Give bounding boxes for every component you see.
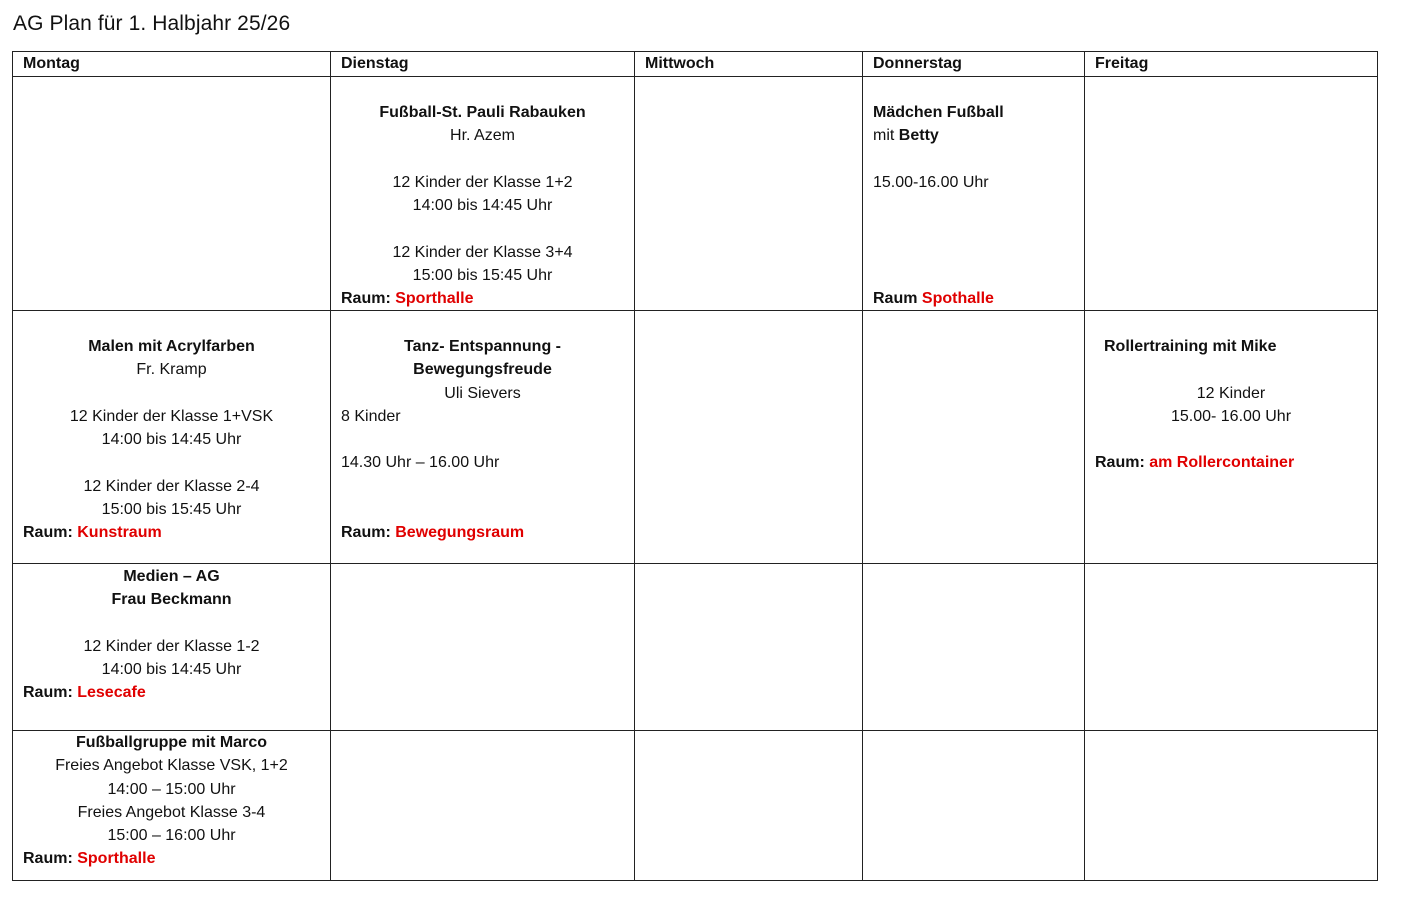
room-name: Bewegungsraum (395, 524, 525, 542)
cell-donnerstag-r1 (863, 77, 1085, 311)
room-name: Kunstraum (77, 524, 162, 542)
cell-dienstag-r3 (331, 564, 635, 731)
ag-time: 14:00 bis 14:45 Uhr (412, 197, 553, 215)
ag-time: 15:00 bis 15:45 Uhr (101, 501, 242, 519)
room-label: Raum: (341, 524, 391, 542)
with-text: mit (873, 127, 895, 145)
ag-leader: Hr. Azem (450, 127, 515, 145)
ag-title: Tanz- Entspannung - (403, 338, 561, 355)
ag-title: Malen mit Acrylfarben (88, 338, 255, 355)
ag-title: Fußballgruppe mit Marco (75, 734, 268, 751)
ag-offer: Freies Angebot Klasse 3-4 (77, 803, 266, 821)
page-title: AG Plan für 1. Halbjahr 25/26 (13, 12, 291, 35)
cell-dienstag-r4 (331, 731, 635, 881)
room-label: Raum: (341, 289, 391, 307)
cell-mittwoch-r3 (635, 564, 863, 731)
room-name: Lesecafe (77, 684, 146, 702)
ag-group: 12 Kinder der Klasse 3+4 (392, 243, 573, 261)
ag-leader: Betty (898, 127, 939, 145)
ag-kids: 8 Kinder (341, 407, 401, 425)
room-name: am Rollercontainer (1149, 454, 1295, 472)
ag-time: 15.00-16.00 Uhr (873, 173, 989, 191)
ag-time: 15:00 – 16:00 Uhr (107, 827, 236, 845)
header-row (13, 52, 1378, 77)
ag-leader: Uli Sievers (444, 384, 521, 402)
table-row (13, 731, 1378, 881)
header-dienstag: Dienstag (331, 52, 635, 77)
ag-group: 12 Kinder der Klasse 1+2 (392, 173, 573, 191)
cell-dienstag-r1 (331, 77, 635, 311)
ag-title: Fußball-St. Pauli Rabauken (379, 104, 586, 121)
cell-mittwoch-r2 (635, 311, 863, 564)
room-name: Sporthalle (77, 850, 156, 868)
room-name: Spothalle (921, 289, 994, 307)
room-label: Raum: (23, 524, 73, 542)
ag-time: 14:00 bis 14:45 Uhr (101, 431, 242, 449)
room-label: Raum (873, 289, 918, 307)
room-label: Raum: (23, 850, 73, 868)
ag-title: Bewegungsfreude (413, 361, 552, 379)
cell-donnerstag-r2 (863, 311, 1085, 564)
ag-time: 15.00- 16.00 Uhr (1170, 407, 1292, 425)
cell-montag-r1 (13, 77, 331, 311)
ag-title: Medien – AG (123, 568, 220, 585)
cell-freitag-r4 (1085, 731, 1378, 881)
ag-room (23, 521, 320, 544)
room-label: Raum: (1095, 454, 1145, 472)
cell-donnerstag-r4 (863, 731, 1085, 881)
header-freitag: Freitag (1085, 52, 1378, 77)
room-label: Raum: (23, 684, 73, 702)
room-name: Sporthalle (395, 289, 474, 307)
table-row (13, 564, 1378, 731)
cell-freitag-r1 (1085, 77, 1378, 311)
ag-offer: Freies Angebot Klasse VSK, 1+2 (55, 757, 288, 775)
ag-group: 12 Kinder der Klasse 1-2 (83, 637, 260, 655)
ag-room (873, 287, 994, 310)
ag-time: 14:00 – 15:00 Uhr (107, 780, 236, 798)
cell-freitag-r2 (1085, 311, 1378, 564)
ag-room (1095, 451, 1367, 474)
cell-mittwoch-r1 (635, 77, 863, 311)
ag-leader: Fr. Kramp (136, 361, 207, 379)
table-row (13, 77, 1378, 311)
cell-montag-r4 (13, 731, 331, 881)
cell-donnerstag-r3 (863, 564, 1085, 731)
ag-time: 15:00 bis 15:45 Uhr (412, 267, 553, 285)
ag-room (341, 287, 473, 310)
ag-group: 12 Kinder der Klasse 2-4 (83, 477, 260, 495)
cell-mittwoch-r4 (635, 731, 863, 881)
ag-room (341, 521, 624, 544)
header-donnerstag: Donnerstag (863, 52, 1085, 77)
table-row (13, 311, 1378, 564)
cell-montag-r2 (13, 311, 331, 564)
ag-title: Mädchen Fußball (873, 104, 1004, 121)
ag-leader: Frau Beckmann (111, 591, 232, 609)
ag-room (23, 847, 320, 870)
header-montag: Montag (13, 52, 331, 77)
cell-dienstag-r2 (331, 311, 635, 564)
ag-kids: 12 Kinder (1196, 384, 1266, 402)
ag-schedule-table (12, 51, 1378, 881)
cell-freitag-r3 (1085, 564, 1378, 731)
ag-title: Rollertraining mit Mike (1104, 338, 1277, 355)
ag-room (23, 681, 320, 704)
ag-leader-line (873, 124, 1074, 147)
ag-time: 14:00 bis 14:45 Uhr (101, 661, 242, 679)
cell-montag-r3 (13, 564, 331, 731)
header-mittwoch: Mittwoch (635, 52, 863, 77)
ag-time: 14.30 Uhr – 16.00 Uhr (341, 454, 500, 472)
ag-group: 12 Kinder der Klasse 1+VSK (69, 407, 274, 425)
